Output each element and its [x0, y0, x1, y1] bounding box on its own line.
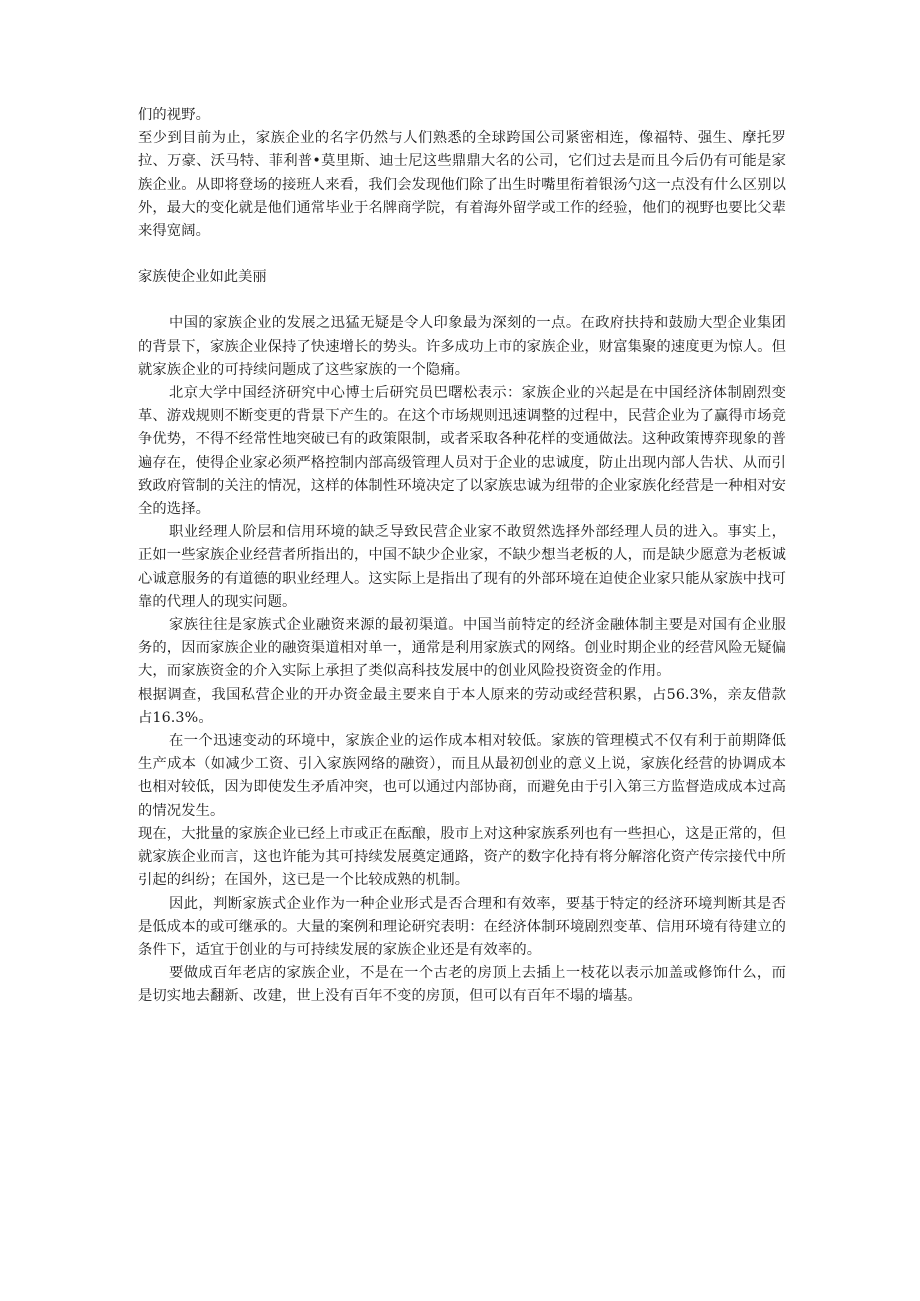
paragraph-8: 要做成百年老店的家族企业，不是在一个古老的房顶上去插上一枝花以表示加盖或修饰什么，而是切实地去翻新、改建，世上没有百年不变的房顶，但可以有百年不塌的墙基。	[138, 965, 786, 1005]
paragraph-6: 现在，大批量的家族企业已经上市或正在酝酿，股市上对这种家族系列也有一些担心，这是正常的，但就家族企业而言，这也许能为其可持续发展奠定通路，资产的数字化持有将分解溶化资产传宗接代中所引起的纠纷；在国外，这已是一个比较成熟的机制。	[138, 825, 786, 889]
section-title: 家族使企业如此美丽	[138, 269, 267, 286]
spacer	[138, 243, 786, 266]
paragraph-2: 北京大学中国经济研究中心博士后研究员巴曙松表示：家族企业的兴起是在中国经济体制剧烈变革、游戏规则不断变更的背景下产生的。在这个市场规则迅速调整的过程中，民营企业为了赢得市场竞争优势，不得不经常性地突破已有的政策限制，或者采取各种花样的变通做法。这种政策博弈现象的普遍存在，使得企业家必须严格控制内部高级管理人员对于企业的忠诚度，防止出现内部人告状、从而引致政府管制的关注的情况，这样的体制性环境决定了以家族忠诚为纽带的企业家族化经营是一种相对安全的选择。	[138, 385, 786, 518]
paragraph-3: 职业经理人阶层和信用环境的缺乏导致民营企业家不敢贸然选择外部经理人员的进入。事实上，正如一些家族企业经营者所指出的，中国不缺少企业家，不缺少想当老板的人，而是缺少愿意为老板诚心诚意服务的有道德的职业经理人。这实际上是指出了现有的外部环境在迫使企业家只能从家族中找可靠的代理人的现实问题。	[138, 524, 786, 610]
paragraph-5: 在一个迅速变动的环境中，家族企业的运作成本相对较低。家族的管理模式不仅有利于前期降低生产成本（如减少工资、引入家族网络的融资），而且从最初创业的意义上说，家族化经营的协调成本也相对较低，因为即使发生矛盾冲突，也可以通过内部协商，而避免由于引入第三方监督造成成本过高的情况发生。	[138, 733, 786, 819]
spacer	[138, 289, 786, 312]
paragraph-7: 因此，判断家族式企业作为一种企业形式是否合理和有效率，要基于特定的经济环境判断其是否是低成本的或可继承的。大量的案例和理论研究表明：在经济体制环境剧烈变革、信用环境有待建立的条件下，适宜于创业的与可持续发展的家族企业还是有效率的。	[138, 895, 786, 958]
intro-paragraph: 至少到目前为止，家族企业的名字仍然与人们熟悉的全球跨国公司紧密相连，像福特、强生、摩托罗拉、万豪、沃马特、菲利普•莫里斯、迪士尼这些鼎鼎大名的公司，它们过去是而且今后仍有可能是家族企业。从即将登场的接班人来看，我们会发现他们除了出生时嘴里衔着银汤勺这一点没有什么区别以外，最大的变化就是他们通常毕业于名牌商学院，有着海外留学或工作的经验，他们的视野也要比父辈来得宽阔。	[138, 130, 786, 240]
document-body	[138, 104, 786, 1009]
paragraph-4: 家族往往是家族式企业融资来源的最初渠道。中国当前特定的经济金融体制主要是对国有企业服务的，因而家族企业的融资渠道相对单一，通常是利用家族式的网络。创业时期企业的经营风险无疑偏大，而家族资金的介入实际上承担了类似高科技发展中的创业风险投资资金的作用。	[138, 617, 786, 680]
intro-fragment: 们的视野。	[138, 107, 210, 123]
paragraph-1: 中国的家族企业的发展之迅猛无疑是令人印象最为深刻的一点。在政府扶持和鼓励大型企业集团的背景下，家族企业保持了快速增长的势头。许多成功上市的家族企业，财富集聚的速度更为惊人。但就家族企业的可持续问题成了这些家族的一个隐痛。	[138, 315, 786, 378]
paragraph-4-continued: 根据调查，我国私营企业的开办资金最主要来自于本人原来的劳动或经营积累，占56.3%，亲友借款占16.3%。	[138, 686, 786, 726]
